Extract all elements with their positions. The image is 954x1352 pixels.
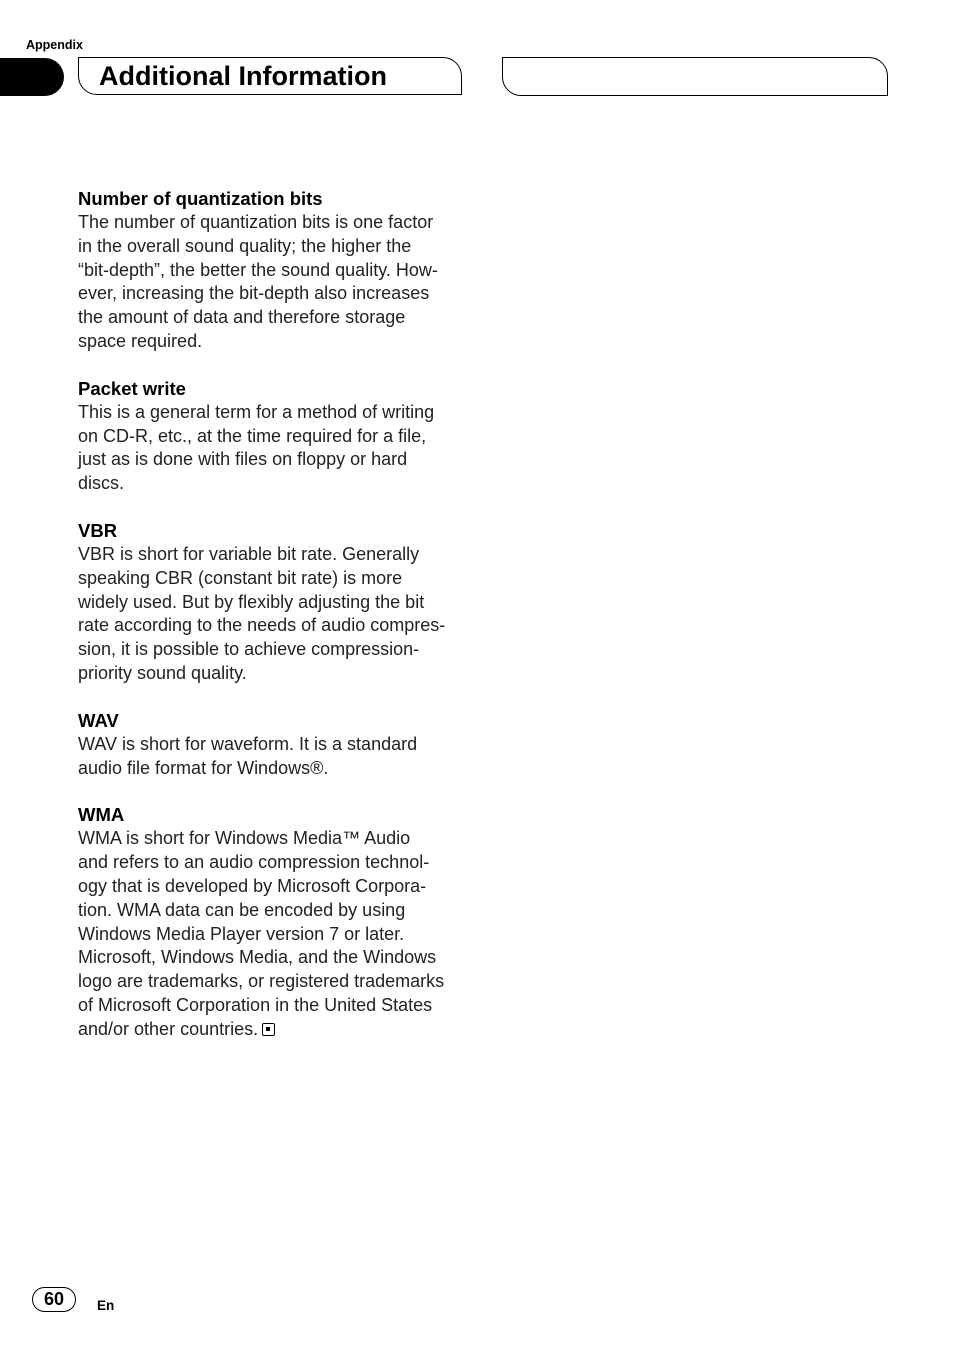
glossary-entry-vbr xyxy=(78,519,468,686)
section-label: Appendix xyxy=(26,38,83,52)
entry-heading: Number of quantization bits xyxy=(78,188,323,209)
title-box xyxy=(78,57,462,95)
page-title: Additional Information xyxy=(99,61,387,91)
section-tab-marker xyxy=(0,58,64,96)
glossary-entry-wma xyxy=(78,803,468,1041)
entry-heading: WMA xyxy=(78,804,125,826)
entry-body: The number of quantization bits is one factor in the overall sound quality; the higher the “bit-depth”, the better the sound quality. How- ever, increasing the bit-depth also increases the amount of data and therefore storage space required. xyxy=(78,212,438,351)
glossary-content xyxy=(78,187,468,1065)
entry-body: WAV is short for waveform. It is a standard audio file format for Windows®. xyxy=(78,733,418,778)
entry-body: This is a general term for a method of writing on CD-R, etc., at the time required for a file, just as is done with files on floppy or hard discs. xyxy=(78,401,435,494)
empty-header-box xyxy=(502,57,888,96)
glossary-entry-quantization xyxy=(78,187,468,354)
entry-body: VBR is short for variable bit rate. Generally speaking CBR (constant bit rate) is more widely used. But by flexibly adjusting the bit rate according to the needs of audio compres- sion, it is possible to achieve compression- priority sound quality. xyxy=(78,543,446,683)
end-of-section-icon xyxy=(262,1023,275,1036)
entry-heading: Packet write xyxy=(78,377,186,399)
language-code: En xyxy=(97,1298,115,1313)
glossary-entry-wav xyxy=(78,709,468,781)
entry-heading: WAV xyxy=(78,709,119,731)
entry-body: WMA is short for Windows Media™ Audio and refers to an audio compression technol- ogy that is developed by Microsoft Corpora- tion. WMA data can be encoded by using Windows Media Player version 7 or later. Microsoft, Windows Media, and the Windows logo are trademarks, or registered trademarks of Microsoft Corporation in the United States and/or other countries. xyxy=(78,828,445,1039)
glossary-entry-packet-write xyxy=(78,377,468,496)
entry-heading: VBR xyxy=(78,519,118,541)
page-number: 60 xyxy=(32,1287,76,1312)
